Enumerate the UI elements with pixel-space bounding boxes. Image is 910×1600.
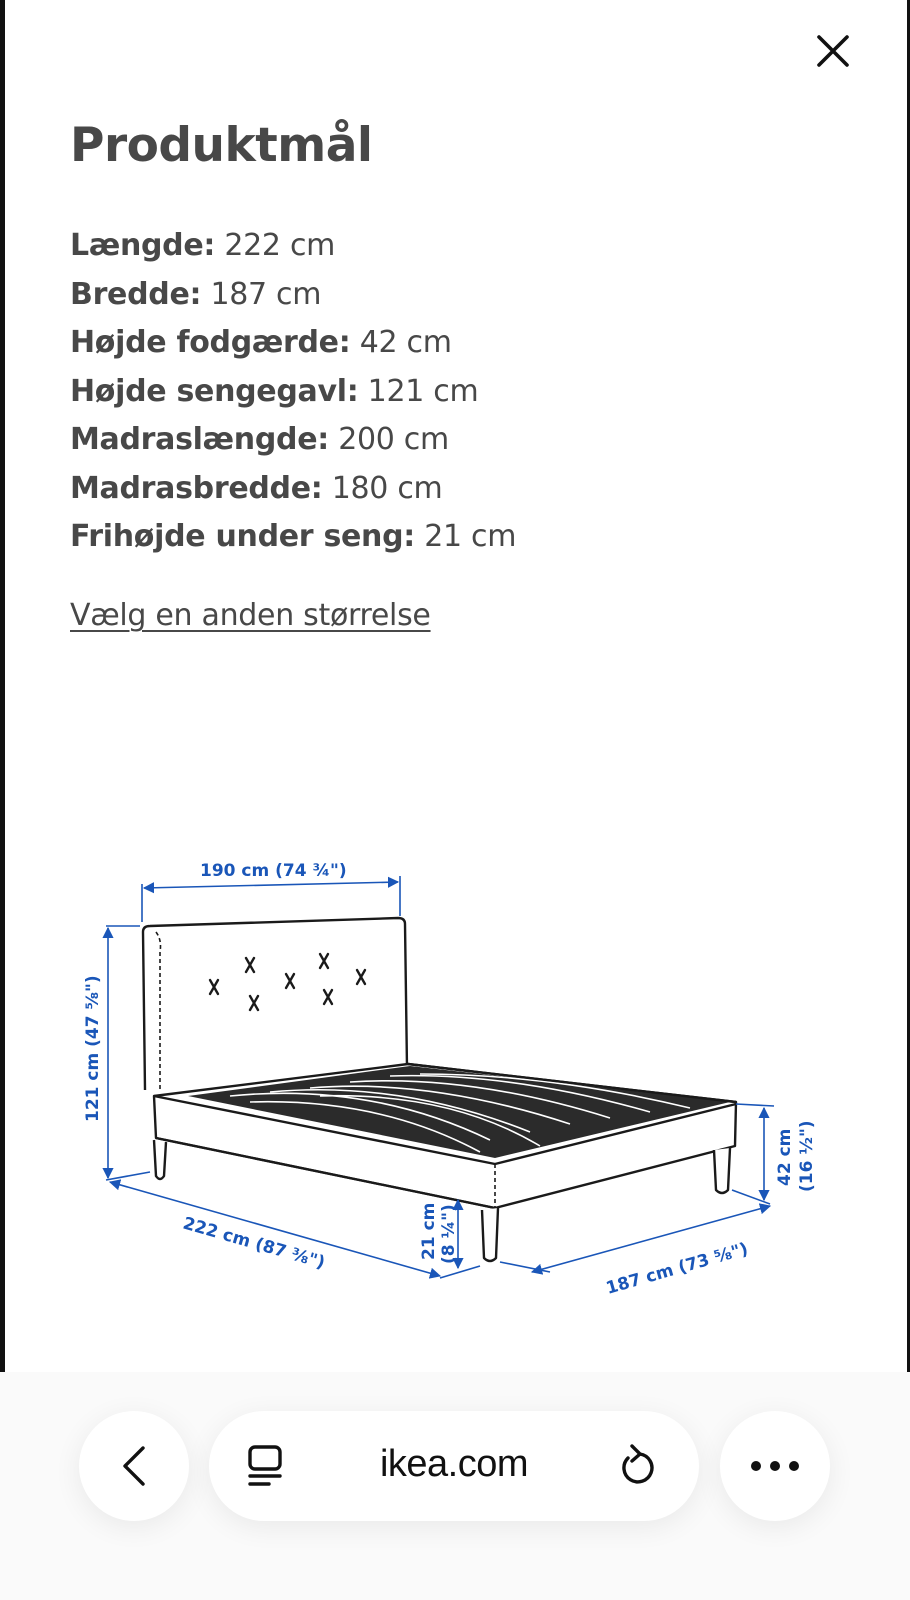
reload-button[interactable]	[614, 1444, 658, 1488]
dimension-label: Højde sengegavl:	[70, 373, 359, 409]
dimension-label: Frihøjde under seng:	[70, 519, 415, 554]
dimension-label: Madrasbredde:	[70, 470, 323, 506]
length-label: 222 cm (87 ⅜")	[180, 1213, 328, 1274]
reload-icon	[616, 1444, 656, 1488]
dimension-row-headboard-height	[70, 368, 516, 417]
url-text[interactable]: ikea.com	[379, 1443, 529, 1485]
dimension-value: 42 cm	[359, 325, 452, 360]
back-button[interactable]	[79, 1411, 189, 1521]
dimension-row-mattress-width	[70, 465, 516, 514]
dimension-value: 121 cm	[367, 373, 479, 409]
choose-other-size-link[interactable]: Vælg en anden størrelse	[70, 598, 431, 633]
dimension-row-footboard-height	[70, 319, 516, 368]
close-button[interactable]	[808, 26, 858, 76]
footboard-height-inch-label: (16 ½")	[797, 1120, 817, 1192]
dimension-value: 200 cm	[338, 422, 449, 457]
chevron-left-icon	[119, 1444, 149, 1488]
headboard-height-label: 121 cm (47 ⅝")	[83, 975, 103, 1122]
dimension-value: 187 cm	[210, 276, 322, 312]
dimension-label: Madraslængde:	[70, 422, 329, 457]
dimensions-list	[70, 222, 516, 562]
bed-dimension-drawing	[70, 860, 850, 1320]
dimension-row-mattress-length	[70, 416, 516, 465]
dimension-row-length	[70, 222, 516, 271]
address-bar[interactable]	[209, 1411, 699, 1521]
dimension-value: 222 cm	[224, 228, 336, 263]
footboard-height-label: 42 cm	[775, 1128, 795, 1186]
headboard-width-label: 190 cm (74 ¾")	[200, 861, 347, 881]
dimension-value: 180 cm	[331, 470, 443, 506]
more-icon	[750, 1460, 800, 1472]
dimension-label: Længde:	[70, 228, 216, 263]
clearance-inch-label: (8 ¼")	[439, 1204, 459, 1264]
dimension-label: Højde fodgærde:	[70, 325, 351, 360]
close-icon	[816, 34, 850, 68]
width-label: 187 cm (73 ⅝")	[603, 1239, 751, 1299]
page-title: Produktmål	[70, 118, 373, 173]
dimension-row-width	[70, 271, 516, 320]
clearance-label: 21 cm	[419, 1202, 439, 1260]
more-button[interactable]	[720, 1411, 830, 1521]
dimension-row-clearance	[70, 513, 516, 562]
dimension-value: 21 cm	[424, 519, 517, 554]
dimension-label: Bredde:	[70, 276, 202, 312]
